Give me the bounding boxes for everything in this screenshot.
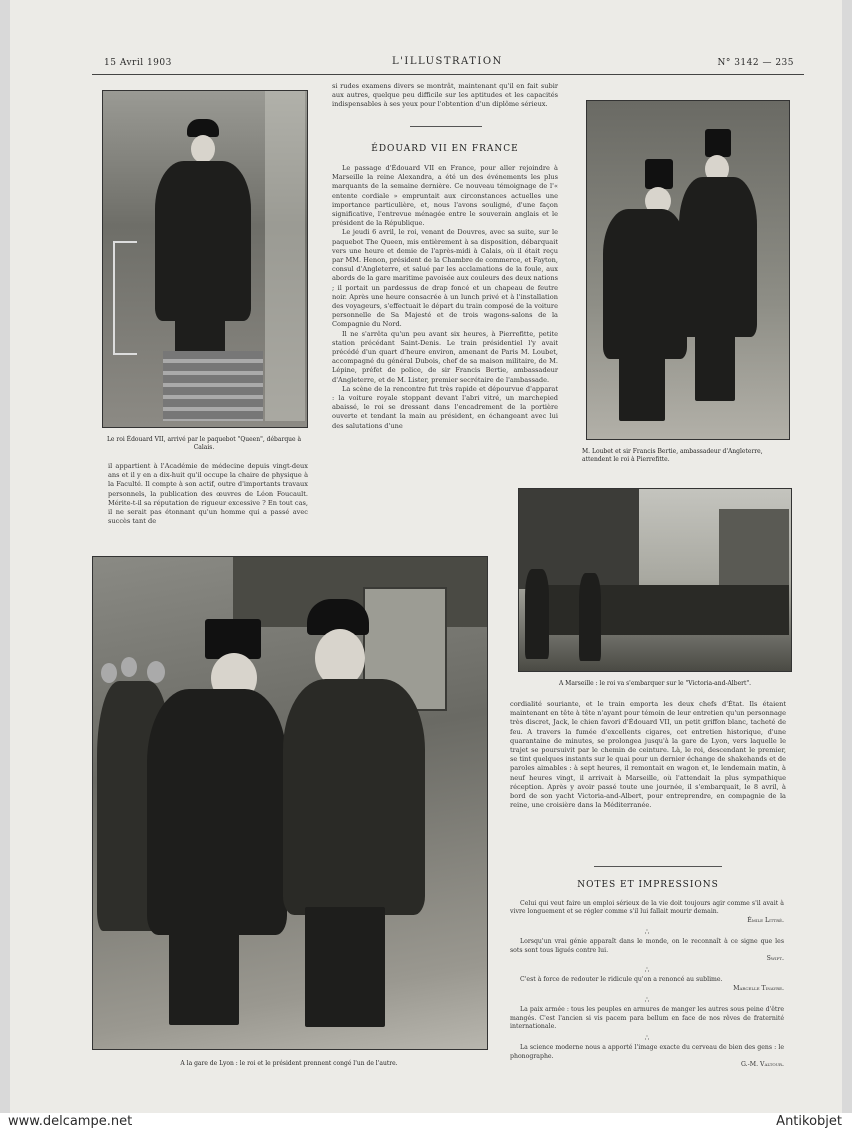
note-text: C'est à force de redouter le ridicule qu'on a renoncé au sublime.	[520, 976, 723, 984]
caption-photo-marseille: A Marseille : le roi va s'embarquer sur le "Victoria-and-Albert".	[558, 680, 752, 687]
article-body-right: cordialité souriante, et le train emporta les deux chefs d'État. Ils étaient maintenant en tête à tête n'ayant pour témoin de leur entretien qu'un personnage très discret, Jack, le chien favori d'Édouard VII, un petit griffon blanc, tacheté de feu. A travers la fumée d'excellents cigares, cet entretien historique, d'une quarantaine de minutes, se prolongea jusqu'à la gare de Lyon, vers laquelle le trajet se poursuivit par le chemin de ceinture. Là, le roi, descendant le premier, se tint quelques instants sur le quai pour un dernier échange de shakehands et de paroles aimables : à sept heures, il remontait en wagon et, le lendemain matin, à neuf heures vingt, il arrivait à Marseille, où l'attendait la plus sympathique réception. Après y avoir passé toute une journée, il s'embarquait, le 8 avril, à bord de son yacht Victoria-and-Albert, pour entreprendre, en compagnie de la reine, une croisière dans la Méditerranée.	[510, 700, 786, 810]
divider	[410, 126, 482, 127]
watermark-bar	[0, 1113, 852, 1131]
photo-loubet-bertie	[586, 100, 790, 440]
article-paragraph: La scène de la rencontre fut très rapide et dépourvue d'apparat : la voiture royale stoppant devant l'abri vitré, un marchepied abaissé, le roi se dressant dans l'encadrement de la portière ouverte et tendant la main au président, en échangeant avec lui des salutations d'une	[332, 384, 558, 430]
article-left-column: il appartient à l'Académie de médecine depuis vingt-deux ans et il y en a dix-huit qu'il occupe la chaire de physique à la Faculté. Il compte à son actif, outre d'importants travaux personnels, la publication des œuvres de Léon Foucault. Mérite-t-il sa réputation de rigueur excessive ? En tout cas, il ne serait pas étonnant qu'un homme qui a passé avec succès tant de	[108, 462, 308, 526]
page-header	[92, 54, 804, 75]
note-item	[510, 1006, 784, 1031]
note-text: Lorsqu'un vrai génie apparaît dans le monde, on le reconnaît à ce signe que les sots sont tous ligués contre lui.	[510, 938, 784, 954]
divider	[594, 866, 722, 867]
note-item	[510, 976, 784, 993]
article-body-top	[332, 164, 558, 431]
note-source: Marcelle Tinayre.	[733, 984, 784, 992]
notes-body	[510, 900, 784, 1076]
note-item	[510, 1044, 784, 1069]
note-source: Émile Littré.	[747, 916, 784, 924]
separator-dots: ∴	[644, 1034, 650, 1043]
caption-photo-gare-de-lyon: A la gare de Lyon : le roi et le président prennent congé l'un de l'autre.	[180, 1060, 398, 1067]
article-paragraph: Il ne s'arrêta qu'un peu avant six heures, à Pierrefitte, petite station précédant Saint-Denis. Le train présidentiel l'y avait précédé d'un quart d'heure environ, amenant de Paris M. Loubet, accompagné du général Dubois, chef de sa maison militaire, de M. Lépine, préfet de police, de sir Francis Bertie, ambassadeur d'Angleterre, et de M. Lister, premier secrétaire de l'ambassade.	[332, 329, 558, 384]
article-paragraph: Le passage d'Édouard VII en France, pour aller rejoindre à Marseille la reine Alexandra, a été un des événements les plus marquants de la semaine dernière. Ce nouveau témoignage de l'« entente cordiale » empruntait aux circonstances actuelles une importance particulière, et, nous l'avons souligné, d'une façon significative, l'entrevue ménagée entre le souverain anglais et le président de la République.	[332, 164, 558, 228]
note-source: Swift.	[766, 955, 784, 963]
separator-dots: ∴	[644, 966, 650, 975]
photo-gare-de-lyon	[92, 556, 488, 1050]
issue-number: N° 3142 — 235	[717, 58, 794, 68]
notes-heading: NOTES ET IMPRESSIONS	[577, 880, 719, 890]
watermark-left: www.delcampe.net	[8, 1114, 133, 1129]
article-heading: ÉDOUARD VII EN FRANCE	[371, 144, 519, 154]
note-source: G.-M. Valtour.	[740, 1061, 784, 1069]
caption-photo-pierrefitte: M. Loubet et sir Francis Bertie, ambassadeur d'Angleterre, attendent le roi à Pierrefitte.	[582, 448, 763, 463]
separator-dots: ∴	[644, 928, 650, 937]
note-item	[510, 938, 784, 963]
caption-photo-calais: Le roi Édouard VII, arrivé par le paquebot "Queen", débarque à Calais.	[106, 436, 302, 451]
article-intro: si rudes examens divers se montrât, maintenant qu'il en fait subir aux autres, quelque peu difficile sur les aptitudes et les capacités indispensables à ses yeux pour l'obtention d'un diplôme sérieux.	[332, 82, 558, 109]
separator-dots: ∴	[644, 996, 650, 1005]
publication-title: L'ILLUSTRATION	[392, 56, 503, 67]
article-paragraph: Le jeudi 6 avril, le roi, venant de Douvres, avec sa suite, sur le paquebot The Queen, mis entièrement à sa disposition, débarquait vers une heure et demie de l'après-midi à Calais, où il était reçu par MM. Henon, président de la Chambre de commerce, et Fayton, consul d'Angleterre, et salué par les acclamations de la foule, aux abords de la gare maritime pavoisée aux couleurs des deux nations ; il portait un pardessus de drap foncé et un chapeau de feutre noir. Après une heure consacrée à un lunch privé et à l'installation des voyageurs, s'effectuait le départ du train composé de la voiture personnelle de Sa Majesté et de trois wagons-salons de la Compagnie du Nord.	[332, 228, 558, 329]
note-item	[510, 900, 784, 925]
note-text: Celui qui veut faire un emploi sérieux de la vie doit toujours agir comme s'il avait à vivre longuement et se régler comme s'il lui fallait mourir demain.	[510, 900, 784, 916]
photo-king-calais	[102, 90, 308, 428]
issue-date: 15 Avril 1903	[104, 58, 172, 68]
photo-marseille	[518, 488, 792, 672]
note-text: La science moderne nous a apporté l'image exacte du cerveau de bien des gens : le phonographe.	[510, 1044, 784, 1060]
note-text: La paix armée : tous les peuples en armures de manger les autres sous peine d'être mangés. C'est l'ancien si vis pacem para bellum en face de nos rêves de fraternité internationale.	[510, 1006, 784, 1031]
watermark-right: Antikobjet	[776, 1114, 842, 1129]
